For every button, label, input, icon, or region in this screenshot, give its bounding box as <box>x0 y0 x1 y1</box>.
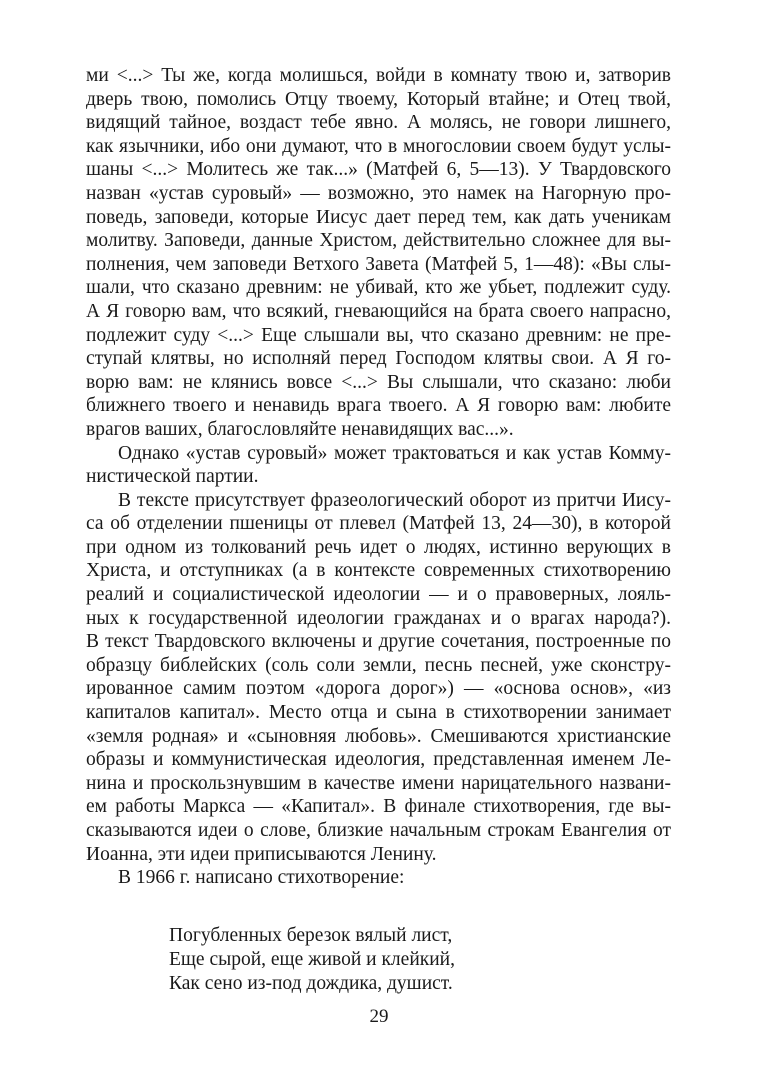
text-line: Иоанна, эти идеи приписываются Ленину. <box>86 843 437 865</box>
paragraph-3 <box>86 489 671 867</box>
text-line: реалий и социалистической идеологии — и о правоверных, лояль- <box>86 584 671 606</box>
text-line: капиталов капитал». Место отца и сына в стихотворении занимает <box>86 702 671 724</box>
paragraph-2 <box>86 442 671 489</box>
text-line: видящий тайное, воздаст тебе явно. А молясь, не говори лишнего, <box>86 112 671 134</box>
page-number: 29 <box>369 1006 389 1027</box>
text-line: нина и проскользнувшим в качестве имени нарицательного названи- <box>86 772 671 794</box>
text-line: А Я говорю вам, что всякий, гневающийся на брата своего напрасно, <box>86 300 671 322</box>
text-line: врагов ваших, благословляйте ненавидящих вас...». <box>86 418 514 440</box>
text-line: шаны <...> Молитесь же так...» (Матфей 6, 5—13). У Твардовского <box>86 159 671 181</box>
paragraph-1 <box>86 64 671 442</box>
text-line: ми <...> Ты же, когда молишься, войди в комнату твою и, затворив <box>86 65 671 86</box>
text-line: В тексте присутствует фразеологический оборот из притчи Иису- <box>118 489 671 511</box>
poem-line: Как сено из-под дождика, душист. <box>169 973 453 994</box>
page-body <box>86 64 671 890</box>
text-line: ем работы Маркса — «Капитал». В финале стихотворения, где вы- <box>86 796 671 818</box>
text-line: подлежит суду <...> Еще слышали вы, что сказано древним: не пре- <box>86 324 671 346</box>
text-line: ированное самим поэтом «дорога дорог») — «основа основ», «из <box>86 678 671 700</box>
text-line: Христа, и отступниках (а в контексте современных стихотворению <box>86 560 671 582</box>
poem-line: Погубленных березок вялый лист, <box>169 925 453 946</box>
text-line: ных к государственной идеологии гражданах и о врагах народа?). <box>86 607 671 629</box>
text-line: как язычники, ибо они думают, что в многословии своем будут услы- <box>86 135 671 157</box>
text-line: В 1966 г. написано стихотворение: <box>118 867 405 889</box>
text-line: сказываются идеи о слове, близкие начальным строкам Евангелия от <box>86 820 671 841</box>
poem-stanza <box>169 924 455 996</box>
text-line: «земля родная» и «сыновняя любовь». Смешиваются христианские <box>86 725 671 747</box>
text-line: ближнего твоего и ненавидь врага твоего. А Я говорю вам: любите <box>86 395 671 417</box>
text-line: В текст Твардовского включены и другие сочетания, построенные по <box>86 631 671 653</box>
text-line: образцу библейских (соль соли земли, песнь песней, уже сконстру- <box>86 654 671 676</box>
text-line: поведь, заповеди, которые Иисус дает перед тем, как дать ученикам <box>86 206 671 228</box>
text-line: дверь твою, помолись Отцу твоему, Который втайне; и Отец твой, <box>86 88 671 110</box>
paragraph-4 <box>86 866 671 890</box>
text-line: ворю вам: не клянись вовсе <...> Вы слышали, что сказано: люби <box>86 371 671 393</box>
text-line: назван «устав суровый» — возможно, это намек на Нагорную про- <box>86 182 671 204</box>
text-line: молитву. Заповеди, данные Христом, действительно сложнее для вы- <box>86 230 671 252</box>
text-line: при одном из толкований речь идет о людях, истинно верующих в <box>86 536 671 558</box>
text-line: са об отделении пшеницы от плевел (Матфей 13, 24—30), в которой <box>86 513 671 535</box>
text-line: Однако «устав суровый» может трактоваться и как устав Комму- <box>118 442 671 464</box>
text-line: шали, что сказано древним: не убивай, кто же убьет, подлежит суду. <box>86 277 671 299</box>
text-line: ступай клятвы, но исполняй перед Господом клятвы свои. А Я го- <box>86 348 671 370</box>
text-line: образы и коммунистическая идеология, представленная именем Ле- <box>86 749 671 771</box>
poem-line: Еще сырой, еще живой и клейкий, <box>169 949 455 970</box>
text-line: полнения, чем заповеди Ветхого Завета (Матфей 5, 1—48): «Вы слы- <box>86 253 671 275</box>
text-line: нистической партии. <box>86 466 259 488</box>
